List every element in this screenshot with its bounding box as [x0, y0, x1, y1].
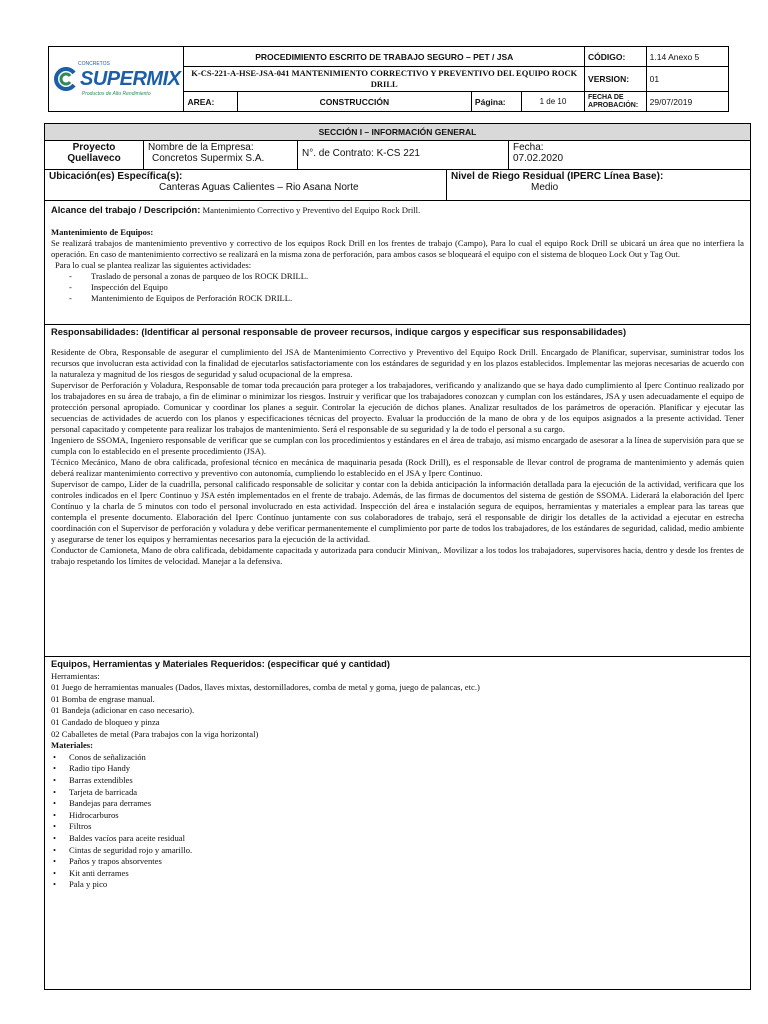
material-item: • Barras extendibles [69, 775, 744, 787]
material-item: • Kit anti derrames [69, 868, 744, 880]
responsibility-paragraph: Técnico Mecánico, Mano de obra calificada, profesional técnico en mecánica de maquinaria pesada (Rock Drill), es el responsable de llevar control de programa de mantenimiento y además quien deberá realizar mantenimiento correctivo y preventivo con autonomía, cumpliendo lo establecido en el JSA y Iperc Continuo. [51, 457, 744, 478]
date-field [509, 141, 750, 169]
scope-label: Alcance del trabajo / Descripción: [51, 205, 201, 215]
tool-item: 01 Juego de herramientas manuales (Dados, llaves mixtas, destornilladores, comba de metal y goma, juego de palancas, etc.) [51, 682, 480, 693]
fecha-aprobacion-label: FECHA DE APROBACIÓN: [585, 92, 647, 112]
date-label: Fecha: [513, 142, 544, 153]
activities-list [51, 271, 744, 304]
material-item: • Bandejas para derrames [69, 798, 744, 810]
document-header [48, 46, 729, 112]
logo-top-text: CONCRETOS [78, 60, 110, 67]
material-item: • Filtros [69, 821, 744, 833]
risk-value: Medio [531, 182, 559, 193]
materials-list [51, 752, 744, 891]
responsibility-paragraph: Ingeniero de SSOMA, Ingeniero responsable de verificar que se cumplan con los procedimientos y estándares en el área de trabajo, así mismo encargado de asesorar a la línea de supervisión para que se cumpla con lo establecido en el presente procedimiento (JSA). [51, 435, 744, 456]
list-item: - Traslado de personal a zonas de parqueo de los ROCK DRILL. [91, 271, 744, 282]
tool-item: 02 Caballetes de metal (Para trabajos con la viga horizontal) [51, 728, 259, 739]
responsibility-paragraph: Supervisor de campo, Líder de la cuadrilla, personal calificado responsable de solicitar y contar con la debida anticipación la información detallada para la ejecución de la actividad, verificara que los controles indicados en el Iperc Continuo y JSA estén implementados en el frente de trabajo. Además, de las firmas de documentos del sistema de gestión de SSOMA. Liderará la elaboración del Iperc Contínuo y la charla de 5 minutos con todo el personal involucrado en esta actividad. Inspección del área e instalación segura de equipos, herramientas y materiales a emplear para las tareas que contempla el presente documento. Elaboración del Iperc Contínuo juntamente con sus colaboradores de trabajo, será el responsable de dirigir los detalles de la actividad a ejecutar en estrecha coordinación con el Supervisor de perforación y voladura y debe verificar permanentemente el cumplimiento por parte de todos los trabajadores, de los estándares de seguridad, calidad, medio ambiente y asegurarse de tener los equipos y herramientas necesarios para la ejecución de la actividad. [51, 479, 744, 544]
responsibility-paragraph: Supervisor de Perforación y Voladura, Responsable de tomar toda precaución para proteger a los trabajadores, verificando y analizando que se haya dado cumplimiento al Iperc Continuo realizado por los trabajadores en su área de trabajo, a fin de eliminar o minimizar los riesgos. Instruir y verificar que los trabajadores conozcan y cumplan con los estándares, JSA y usen adecuadamente el equipo de protección personal apropiado. Comunicar y coordinar los planes a seguir. Controlar la ejecución de dichos planes. Analizar resultados de los parámetros de operación. Planificar y ejecutar las secuencias de actividades de acuerdo con los planos y especificaciones técnicas del proyecto. Evaluar la producción de la mano de obra y de los equipos asignados a la presente actividad. Tener personal capacitado y competente para realizar los trabajos de mantenimiento. Será el responsable de su seguridad y la de todo el personal a su cargo. [51, 380, 744, 434]
responsibilities-label: Responsabilidades: (Identificar al personal responsable de proveer recursos, indique cargos y especificar sus responsabilidades) [51, 327, 627, 337]
fecha-aprobacion-value: 29/07/2019 [646, 92, 728, 112]
codigo-value: 1.14 Anexo 5 [646, 47, 728, 67]
version-value: 01 [646, 67, 728, 92]
section-title: SECCIÓN I – INFORMACIÓN GENERAL [45, 124, 750, 141]
area-value: CONSTRUCCIÓN [237, 92, 471, 112]
equipment-label: Equipos, Herramientas y Materiales Requeridos: (especificar qué y cantidad) [51, 659, 390, 669]
company-label: Nombre de la Empresa: [148, 142, 254, 153]
codigo-label: CÓDIGO: [585, 47, 647, 67]
document-code: K-CS-221-A-HSE-JSA-041 MANTENIMIENTO CORRECTIVO Y PREVENTIVO DEL EQUIPO ROCK DRILL [184, 67, 585, 92]
tool-item: 01 Candado de bloqueo y pinza [51, 716, 160, 727]
version-label: VERSION: [585, 67, 647, 92]
company-logo [49, 47, 184, 112]
material-item: • Baldes vacíos para aceite residual [69, 833, 744, 845]
location-label: Ubicación(es) Específica(s): [49, 171, 183, 182]
scope-section: Alcance del trabajo / Descripción: Mantenimiento Correctivo y Preventivo del Equipo Rock Drill. Mantenimiento de Equipos: Se realizará trabajos de mantenimiento preventivo y correctivo de los equipos Rock Drill en los frentes de trabajo (Campo), Para lo cual el equipo Rock Drill se ubicará un área que no interfiera la operación. En caso de mantenimiento correctivo se realizará en la misma zona de perforación, para ambos casos se bloqueará el equipo con el sistema de bloqueo Lock Out y Tag Out. Para lo cual se plantea realizar las siguientes actividades: - Traslado de personal a zonas de parqueo de los ROCK DRILL. - Inspección del Equipo - Mantenimiento de Equipos de Perforación ROCK DRILL. [45, 201, 750, 325]
responsibilities-section [45, 325, 750, 657]
material-item: • Radio tipo Handy [69, 763, 744, 775]
tool-item: 01 Bomba de engrase manual. [51, 693, 155, 704]
materials-label: Materiales: [51, 740, 93, 751]
list-item: - Inspección del Equipo [91, 282, 744, 293]
risk-field [447, 170, 750, 200]
date-value: 07.02.2020 [513, 153, 564, 164]
location-value: Canteras Aguas Calientes – Rio Asana Norte [159, 182, 359, 193]
company-field [144, 141, 298, 169]
logo-tagline: Productos de Alto Rendimiento [81, 90, 151, 97]
equipment-section [45, 657, 750, 893]
scope-value: Mantenimiento Correctivo y Preventivo del Equipo Rock Drill. [202, 205, 421, 215]
maintenance-description: Se realizará trabajos de mantenimiento preventivo y correctivo de los equipos Rock Drill en los frentes de trabajo (Campo), Para lo cual el equipo Rock Drill se ubicará un área que no interfiera la operación. En caso de mantenimiento correctivo se realizará en la misma zona de perforación, para ambos casos se bloqueará el equipo con el sistema de bloqueo Lock Out y Tag Out. [51, 238, 744, 259]
location-row [45, 170, 750, 201]
logo-wordmark: SUPERMIX [80, 67, 181, 90]
list-item: - Mantenimiento de Equipos de Perforación ROCK DRILL. [91, 293, 744, 304]
tool-item: 01 Bandeja (adicionar en caso necesario). [51, 705, 195, 716]
material-item: • Hidrocarburos [69, 810, 744, 822]
document-title: PROCEDIMIENTO ESCRITO DE TRABAJO SEGURO – PET / JSA [184, 47, 585, 67]
area-label: AREA: [184, 92, 237, 112]
page-value: 1 de 10 [521, 92, 584, 112]
tools-label: Herramientas: [51, 670, 100, 681]
logo-swirl-icon [52, 67, 78, 91]
material-item: • Pala y pico [69, 879, 744, 891]
general-info-row [45, 141, 750, 170]
maintenance-heading: Mantenimiento de Equipos [51, 227, 151, 237]
material-item: • Paños y trapos absorventes [69, 856, 744, 868]
location-field [45, 170, 447, 200]
material-item: • Conos de señalización [69, 752, 744, 764]
material-item: • Cintas de seguridad rojo y amarillo. [69, 845, 744, 857]
page-label: Página: [471, 92, 521, 112]
contract-number: N°. de Contrato: K-CS 221 [298, 141, 509, 169]
risk-label: Nivel de Riego Residual (IPERC Línea Base): [451, 171, 664, 182]
material-item: • Tarjeta de barricada [69, 787, 744, 799]
responsibility-paragraph: Residente de Obra, Responsable de asegurar el cumplimiento del JSA de Mantenimiento Correctivo y Preventivo del Equipo Rock Drill. Encargado de Planificar, supervisar, suministrar todos los recursos que involucran esta actividad con la finalidad de ejecutarlos satisfactoriamente con los estándares de seguridad y en los plazos establecidos. Implementar las mejoras necesarias de acuerdo con la naturaleza y magnitud de los riesgos de seguridad y salud ocupacional de la empresa. [51, 347, 744, 379]
document-body [44, 123, 751, 990]
project-name: Proyecto Quellaveco [45, 141, 144, 169]
responsibility-paragraph: Conductor de Camioneta, Mano de obra calificada, debidamente capacitada y autorizada para conducir Minivan,. Movilizar a los todos los trabajadores, supervisores hacia, dentro y desde los frentes de trabajo respetando los límites de velocidad. Manejar a la defensiva. [51, 545, 744, 566]
company-value: Concretos Supermix S.A. [152, 153, 265, 164]
activities-intro: Para lo cual se plantea realizar las siguientes actividades: [55, 260, 252, 270]
